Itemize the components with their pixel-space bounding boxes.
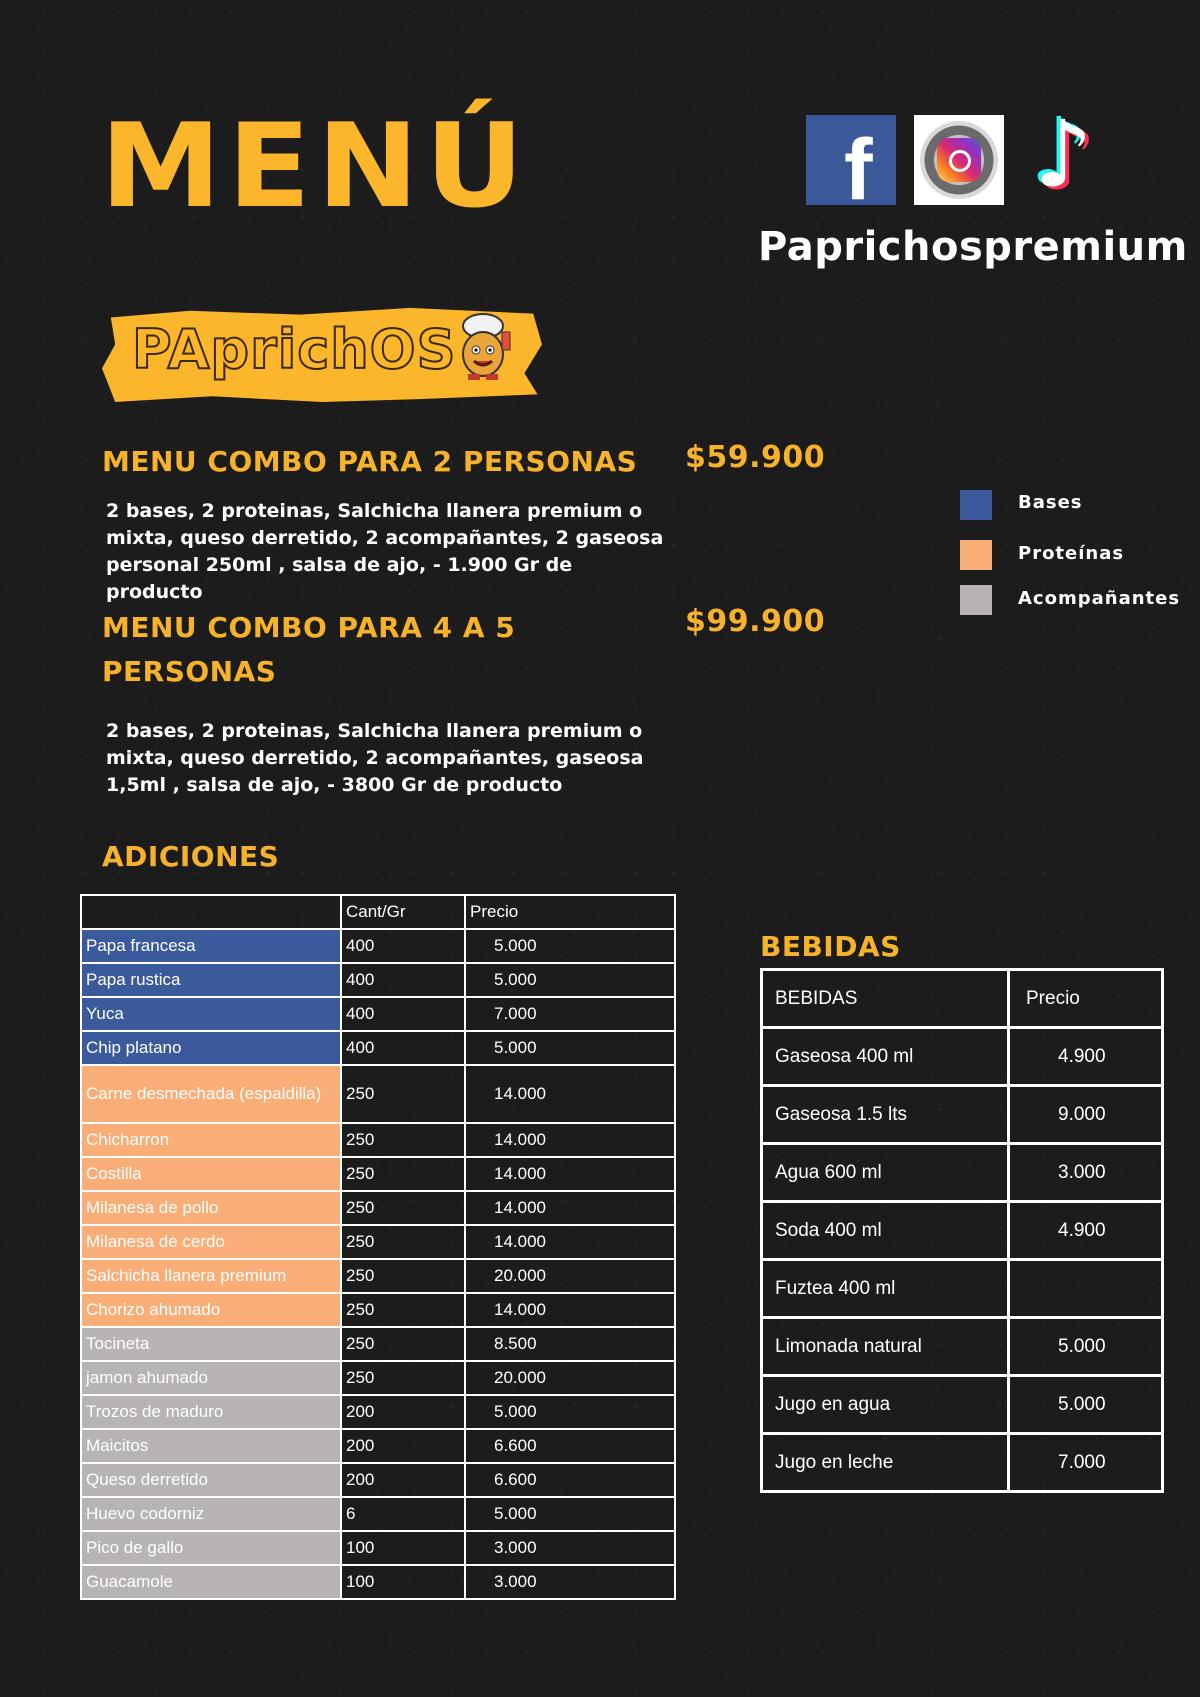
table-row <box>762 1376 1163 1434</box>
adiciones-table <box>80 894 676 1600</box>
table-row <box>81 1463 675 1497</box>
adiciones-qty: 250 <box>341 1259 465 1293</box>
adiciones-qty: 400 <box>341 929 465 963</box>
combo-2-title-line2: PERSONAS <box>102 655 277 688</box>
adiciones-price: 5.000 <box>465 963 675 997</box>
brand-logo <box>102 298 547 410</box>
adiciones-price: 14.000 <box>465 1123 675 1157</box>
bebida-item: Gaseosa 400 ml <box>762 1028 1009 1086</box>
social-handle: Paprichospremium <box>758 224 1188 270</box>
column-header-price: Precio <box>465 895 675 929</box>
bebida-price: 5.000 <box>1009 1318 1163 1376</box>
bebida-price <box>1009 1260 1163 1318</box>
combo-2-price: $99.900 <box>685 604 826 639</box>
bebida-price: 7.000 <box>1009 1434 1163 1492</box>
table-row <box>81 1327 675 1361</box>
adiciones-qty: 200 <box>341 1463 465 1497</box>
adiciones-item: Guacamole <box>81 1565 341 1599</box>
table-row <box>81 1157 675 1191</box>
table-row <box>81 1225 675 1259</box>
adiciones-price: 7.000 <box>465 997 675 1031</box>
adiciones-price: 5.000 <box>465 1031 675 1065</box>
bebidas-table <box>760 968 1164 1493</box>
brand-logo-text: PAprichOS <box>132 318 457 381</box>
adiciones-price: 5.000 <box>465 1497 675 1531</box>
combo-2-title-line1: MENU COMBO PARA 4 A 5 <box>102 611 516 644</box>
adiciones-heading: ADICIONES <box>102 840 280 873</box>
adiciones-qty: 200 <box>341 1429 465 1463</box>
bebida-price: 5.000 <box>1009 1376 1163 1434</box>
adiciones-qty: 250 <box>341 1191 465 1225</box>
adiciones-qty: 250 <box>341 1225 465 1259</box>
tiktok-icon[interactable]: ♪ <box>1034 101 1093 208</box>
table-row <box>81 929 675 963</box>
combo-1-description: 2 bases, 2 proteinas, Salchicha llanera premium o mixta, queso derretido, 2 acompañantes, 2 gaseosa personal 250ml , salsa de ajo, - 1.900 Gr de producto <box>106 500 664 603</box>
table-row <box>81 1531 675 1565</box>
adiciones-item: Huevo codorniz <box>81 1497 341 1531</box>
adiciones-item: Chicharron <box>81 1123 341 1157</box>
bebida-price: 3.000 <box>1009 1144 1163 1202</box>
adiciones-item: Pico de gallo <box>81 1531 341 1565</box>
legend-swatch-bases <box>960 490 992 520</box>
adiciones-qty: 250 <box>341 1293 465 1327</box>
table-row <box>81 1361 675 1395</box>
adiciones-qty: 250 <box>341 1327 465 1361</box>
adiciones-price: 3.000 <box>465 1531 675 1565</box>
bebidas-heading: BEBIDAS <box>760 930 901 963</box>
adiciones-price: 6.600 <box>465 1463 675 1497</box>
adiciones-price: 14.000 <box>465 1293 675 1327</box>
adiciones-item: Trozos de maduro <box>81 1395 341 1429</box>
adiciones-qty: 6 <box>341 1497 465 1531</box>
table-row <box>81 1191 675 1225</box>
legend-swatch-acompanantes <box>960 585 992 615</box>
table-row <box>81 1259 675 1293</box>
adiciones-item: Milanesa de pollo <box>81 1191 341 1225</box>
table-row <box>81 1293 675 1327</box>
table-row <box>81 1565 675 1599</box>
adiciones-qty: 200 <box>341 1395 465 1429</box>
potato-mascot-icon <box>450 312 516 382</box>
adiciones-price: 5.000 <box>465 1395 675 1429</box>
adiciones-price: 6.600 <box>465 1429 675 1463</box>
adiciones-qty: 250 <box>341 1123 465 1157</box>
table-row <box>762 1202 1163 1260</box>
page-title: MENÚ <box>100 98 530 234</box>
adiciones-item: Queso derretido <box>81 1463 341 1497</box>
adiciones-qty: 250 <box>341 1361 465 1395</box>
bebida-price: 9.000 <box>1009 1086 1163 1144</box>
table-row <box>762 1028 1163 1086</box>
adiciones-item: Salchicha llanera premium <box>81 1259 341 1293</box>
table-row <box>762 1260 1163 1318</box>
adiciones-price: 14.000 <box>465 1065 675 1123</box>
bebida-price: 4.900 <box>1009 1202 1163 1260</box>
bebida-price: 4.900 <box>1009 1028 1163 1086</box>
adiciones-item: Papa francesa <box>81 929 341 963</box>
adiciones-price: 3.000 <box>465 1565 675 1599</box>
table-header-row <box>81 895 675 929</box>
column-header-precio: Precio <box>1009 970 1163 1028</box>
legend-label-acompanantes: Acompañantes <box>1018 588 1181 609</box>
adiciones-item: Costilla <box>81 1157 341 1191</box>
adiciones-qty: 100 <box>341 1531 465 1565</box>
bebida-item: Limonada natural <box>762 1318 1009 1376</box>
adiciones-price: 20.000 <box>465 1361 675 1395</box>
legend-swatch-proteinas <box>960 540 992 570</box>
adiciones-qty: 100 <box>341 1565 465 1599</box>
combo-2-description: 2 bases, 2 proteinas, Salchicha llanera premium o mixta, queso derretido, 2 acompañantes, gaseosa 1,5ml , salsa de ajo, - 3800 Gr de producto <box>106 720 644 796</box>
instagram-icon[interactable] <box>914 115 1004 205</box>
table-row <box>762 1144 1163 1202</box>
adiciones-item: Papa rustica <box>81 963 341 997</box>
adiciones-price: 14.000 <box>465 1225 675 1259</box>
adiciones-item: Chorizo ahumado <box>81 1293 341 1327</box>
bebida-item: Jugo en agua <box>762 1376 1009 1434</box>
legend-label-proteinas: Proteínas <box>1018 543 1125 564</box>
adiciones-item: Tocineta <box>81 1327 341 1361</box>
adiciones-qty: 400 <box>341 1031 465 1065</box>
legend-label-bases: Bases <box>1018 492 1083 513</box>
table-row <box>81 1031 675 1065</box>
table-row <box>81 1065 675 1123</box>
facebook-icon[interactable]: f <box>806 115 896 205</box>
column-header-qty: Cant/Gr <box>341 895 465 929</box>
adiciones-item: jamon ahumado <box>81 1361 341 1395</box>
bebida-item: Gaseosa 1.5 lts <box>762 1086 1009 1144</box>
bebida-item: Jugo en leche <box>762 1434 1009 1492</box>
combo-1-price: $59.900 <box>685 440 826 475</box>
adiciones-price: 8.500 <box>465 1327 675 1361</box>
table-row <box>81 963 675 997</box>
adiciones-qty: 400 <box>341 963 465 997</box>
adiciones-qty: 250 <box>341 1157 465 1191</box>
table-header-row <box>762 970 1163 1028</box>
adiciones-qty: 400 <box>341 997 465 1031</box>
adiciones-price: 14.000 <box>465 1157 675 1191</box>
adiciones-price: 5.000 <box>465 929 675 963</box>
adiciones-item: Yuca <box>81 997 341 1031</box>
adiciones-item: Carne desmechada (espaldilla) <box>81 1065 341 1123</box>
table-row <box>762 1434 1163 1492</box>
table-row <box>762 1318 1163 1376</box>
column-header-item <box>81 895 341 929</box>
table-row <box>81 1395 675 1429</box>
combo-1-title: MENU COMBO PARA 2 PERSONAS <box>102 445 638 478</box>
adiciones-item: Chip platano <box>81 1031 341 1065</box>
table-row <box>81 997 675 1031</box>
bebida-item: Fuztea 400 ml <box>762 1260 1009 1318</box>
adiciones-item: Milanesa de cerdo <box>81 1225 341 1259</box>
bebida-item: Soda 400 ml <box>762 1202 1009 1260</box>
table-row <box>762 1086 1163 1144</box>
adiciones-qty: 250 <box>341 1065 465 1123</box>
table-row <box>81 1123 675 1157</box>
adiciones-price: 20.000 <box>465 1259 675 1293</box>
bebida-item: Agua 600 ml <box>762 1144 1009 1202</box>
column-header-bebida: BEBIDAS <box>762 970 1009 1028</box>
adiciones-price: 14.000 <box>465 1191 675 1225</box>
adiciones-item: Maicitos <box>81 1429 341 1463</box>
table-row <box>81 1497 675 1531</box>
table-row <box>81 1429 675 1463</box>
